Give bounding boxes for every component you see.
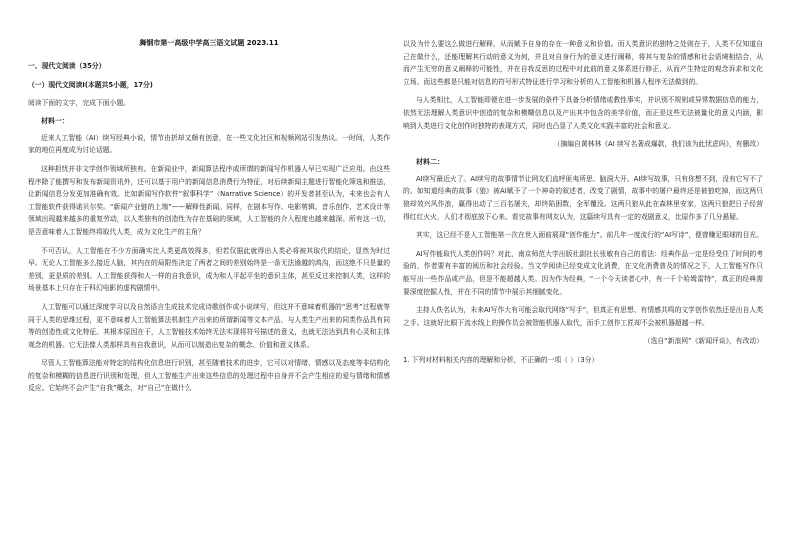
paragraph: AI续写最近火了。AI续写的故事情节让网友们直呼匪夷所思、脑洞大开。AI续写故事，只有你想不到，没有它写不了的。如知道经典的故事《狼》被AI赋予了一个神奇的叙述者，改变了剧情，故事中的屠户最终还是被狼吃掉，而这两只狼却效兴风作浪，赢得出动了三百名屠夫，却终陷困数，全军覆没。这两只狼从此在森林里安家，这两只狼把日子经营得红红火火，人们才彻底放下心来。看完故事有网友认为，这篇续写具有一定的戏剧意义，比原作多了几分悬疑。 (403, 174, 763, 221)
question-1: 1. 下列对材料相关内容的理解和分析，不正确的一项（ ）（3分） (403, 355, 599, 364)
paragraph: 不可否认，人工智能在不少方面确实比人类更高效得多，但若仅据此就得出人类必将被其取代的结论，显然为时过早。无论人工智能多么接近人脑，其内在的局限性决定了两者之间的差别始终是一条无法逾越的鸿沟，而这绝不只是量的差别，更是质的差别。人工智能获得和人一样的自我意识，成为和人平起平坐的意识主体，甚至反过来控制人类，这样的场景基本上只存在于科幻电影的虚构剧情中。 (28, 246, 390, 293)
paragraph: 其实，这已经不是人工智能第一次在世人面前展现“创作能力”。前几年一度流行的“AI写诗”，便曾赚足眼球的目光。 (416, 231, 763, 240)
source-citation: （摘编自黄林林《AI 续写名著成爆款，我们该为此忧虑吗》，有删改） (553, 140, 763, 149)
paragraph: 人工智能可以通过深度学习以及自然语言生成技术完成诗歌创作或小说续写，但这并不意味着机器的“思考”过程就等同于人类的思维过程，更不意味着人工智能算法机制生产出来的所谓新闻等文本产品，与人类生产出来的同类作品具有同等的创造性或文化特征。其根本原因在于，人工智能技术始终无法实现将符号描述的意义，也就无法达到具有心灵和主体观念的机器。它无法像人类那样具有自我意识，从而可以制造出复杂的概念、价值和意义体系。 (28, 302, 390, 349)
section-heading: 一、现代文阅读（35分） (28, 62, 106, 70)
material-one-label: 材料一： (41, 116, 69, 125)
paragraph: 这种担忧并非文学创作领域所独有。在新闻业中，新闻算法程序或所谓的新闻写作机器人早已实现广泛应用。由这些程序除了能撰写和发布新闻资讯外，还可以基于用户的新闻信息消费行为特征，对后续新闻主题进行智能化筛选和推送，让新闻信息分发更加准确有效。比如新闻写作软件“叙事科学”（Narrative Science）的开发者甚至认为，未来也会有人工智能软件获得诺贝尔奖。“新闻产业链的上端”——解释性新闻。同样，在剧本写作、电影剪辑、音乐创作、艺术设计等领域出现越来越多的重复劳动，以人类独有的创造性为存在基础的领域，人工智能的介入程度也越来越深。所有这一切，是否意味着人工智能终将取代人类，成为文化生产的主角？ (28, 164, 390, 236)
subsection-heading: （一）现代文阅读Ⅰ(本题共5小题，17分) (28, 80, 153, 89)
paragraph: 与人类相比，人工智能即便在进一步发展的条件下具备分析情绪或教性事实，并识别不规则或异常数据信息的能力，依然无法理解人类意识中创造的复杂和模糊信息以及产出其中包含的美学价值，而正是这些无法被量化的意义内涵，影响到人类进行文化创作时独特的表现方式，同时也凸显了人类文化实践丰富的社会和意义。 (403, 96, 763, 130)
material-two-label: 材料二： (416, 157, 444, 166)
right-content (403, 38, 763, 366)
left-column (28, 0, 390, 560)
paragraph: 主持人佚名认为，未来AI写作大有可能会取代网络“写手”，但真正有思想、有情感共鸣的文学创作依然还是出自人类之手。这就好比眼下流水线上的操作员会被智能机器人取代，而手工创作工匠却不会被机器超越一样。 (403, 306, 763, 327)
source-citation: （选自“新浪网”《新闻评谈》，有改动） (643, 337, 763, 346)
exam-title: 舞钢市第一高级中学高三语文试题 2023.11 (139, 39, 279, 47)
paragraph: 近来人工智能（AI）续写经典小说，情节由折却又颇有创意，在一些文化社区和视频网站引发热议。一时间，人类作家的地位再度成为讨论话题。 (28, 133, 390, 155)
instruction: 阅读下面的文字，完成下面小题。 (28, 99, 130, 108)
paragraph: 以及为什么要这么做进行解释，从而赋予自身的存在一种意义和价值。而人类意识的独特之处则在于，人类不仅知道自己在做什么，还能理解其行动的意义为何，并且对自身行为的意义进行阐释，将其与复杂的情感和社会语境相结合，从而产生无穷的意义阐释的可能性，并在自我反思的过程中对此前的意义体系进行修正，从而产生特定的观念诉求和文化立场。而这些都是只能对信息的符号形式特征进行学习和分析的人工智能和机器人程序无法做到的。 (403, 40, 763, 86)
paragraph: 尽管人工智能算法能对特定的结构化信息进行识别，甚至随着技术的进步，它可以对情绪、情感以及态度等非结构化的复杂和模糊的信息进行识别和处理，但人工智能生产出来这些信息的处理过程中自身并不会产生相应的爱与情绪和情感反应。它始终不会产生“自我”概念，对“自己”在做什么 (28, 359, 390, 393)
paragraph: AI写作能取代人类创作吗？对此，南京师范大学出版社副社长张敏有自己的看法：经典作品一定是经受住了时间的考验的，作者要有丰富的阅历和社会经验。当文学阅读已经变成文化消费，在文化消费普及的情况之下，人工智能写作只能写出一些作品或产品，但是不能超越人类。因为作为经典，“一个今天读者心中，有一千个哈姆雷特”，真正的经典需要深度挖掘人性，并在不同的情节中展示其细腻变化。 (403, 249, 763, 296)
left-content (28, 60, 390, 395)
right-column (403, 0, 763, 560)
